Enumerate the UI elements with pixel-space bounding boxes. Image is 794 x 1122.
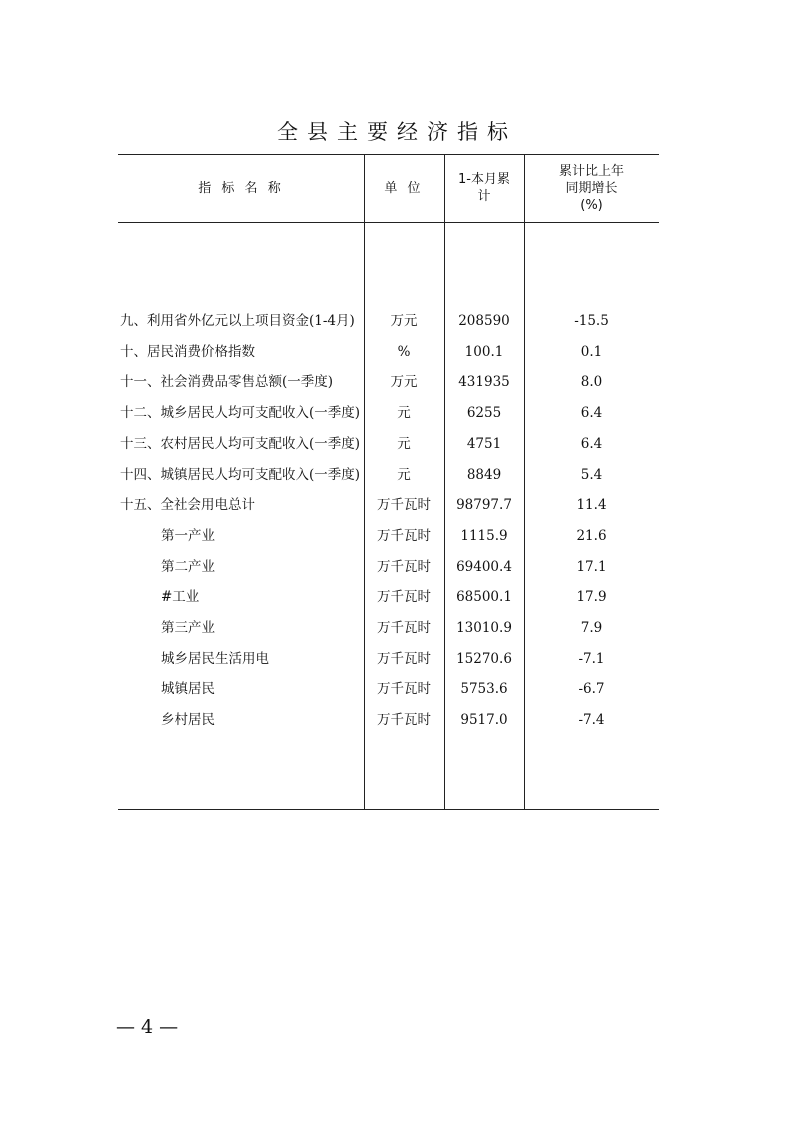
growth-rate: 6.4 <box>580 435 603 452</box>
table-row <box>118 552 659 582</box>
header-growth-line3: (%) <box>580 197 603 213</box>
header-indicator-name: 指 标 名 称 <box>198 180 284 196</box>
indicator-name: 九、利用省外亿元以上项目资金(1-4月) <box>120 313 355 329</box>
unit-cell: 万元 <box>390 374 418 391</box>
table-row <box>118 644 659 674</box>
cumulative-value: 1115.9 <box>460 527 508 544</box>
unit-cell: 元 <box>397 435 411 452</box>
indicator-name: 第一产业 <box>161 527 215 544</box>
indicator-table <box>118 154 659 810</box>
cumulative-value: 98797.7 <box>456 497 512 514</box>
growth-rate: 7.9 <box>580 620 603 636</box>
indicator-name: 十四、城镇居民人均可支配收入(一季度) <box>120 466 361 483</box>
page-number: — 4 — <box>116 1016 179 1038</box>
cumulative-value: 4751 <box>466 435 502 452</box>
unit-cell: 万千瓦时 <box>377 681 431 698</box>
indicator-name: #工业 <box>161 589 200 606</box>
growth-rate: 21.6 <box>576 527 607 544</box>
table-row <box>118 613 659 643</box>
cumulative-value: 431935 <box>458 374 510 391</box>
indicator-name: 城乡居民生活用电 <box>161 650 269 667</box>
growth-rate: -6.7 <box>578 681 605 698</box>
table-row <box>118 367 659 397</box>
indicator-name: 乡村居民 <box>161 712 215 729</box>
header-cumulative <box>444 154 524 222</box>
indicator-name: 城镇居民 <box>161 681 215 698</box>
indicator-name: 十二、城乡居民人均可支配收入(一季度) <box>120 405 361 422</box>
header-growth-line2: 同期增长 <box>565 180 618 196</box>
growth-rate: 11.4 <box>576 497 607 514</box>
unit-cell: 万千瓦时 <box>377 712 431 729</box>
cumulative-value: 100.1 <box>464 343 504 360</box>
unit-cell: 万千瓦时 <box>377 558 431 575</box>
unit-cell: 万千瓦时 <box>377 497 431 514</box>
growth-rate: 5.4 <box>580 466 603 483</box>
growth-rate: -7.4 <box>578 712 605 729</box>
unit-cell: 元 <box>397 466 411 483</box>
indicator-name: 十五、全社会用电总计 <box>120 497 255 514</box>
cumulative-value: 69400.4 <box>456 558 512 575</box>
indicator-name: 第三产业 <box>161 620 215 636</box>
growth-rate: 8.0 <box>580 374 603 391</box>
growth-rate: 6.4 <box>580 405 603 422</box>
table-row <box>118 521 659 551</box>
page-title: 全县主要经济指标 <box>277 120 517 144</box>
unit-cell: 万千瓦时 <box>377 650 431 667</box>
table-row <box>118 460 659 490</box>
table-row <box>118 674 659 704</box>
indicator-name: 第二产业 <box>161 558 215 575</box>
header-growth <box>524 154 659 222</box>
unit-cell: 元 <box>397 405 411 422</box>
indicator-name: 十三、农村居民人均可支配收入(一季度) <box>120 435 361 452</box>
table-row <box>118 490 659 520</box>
growth-rate: 17.1 <box>576 558 607 575</box>
header-unit: 单 位 <box>384 180 424 196</box>
growth-rate: 17.9 <box>576 589 607 606</box>
indicator-name: 十、居民消费价格指数 <box>120 343 255 360</box>
table-row <box>118 582 659 612</box>
unit-cell: 万千瓦时 <box>377 620 431 636</box>
cumulative-value: 15270.6 <box>456 650 512 667</box>
table-row <box>118 337 659 367</box>
header-growth-line1: 累计比上年 <box>558 163 624 179</box>
cumulative-value: 208590 <box>458 313 510 329</box>
table-row <box>118 705 659 735</box>
table-row <box>118 306 659 336</box>
growth-rate: 0.1 <box>580 343 603 360</box>
cumulative-value: 5753.6 <box>460 681 508 698</box>
cumulative-value: 9517.0 <box>460 712 508 729</box>
header-bottom-rule <box>118 222 659 223</box>
table-row <box>118 398 659 428</box>
unit-cell: 万元 <box>390 313 418 329</box>
cumulative-value: 13010.9 <box>456 620 512 636</box>
unit-cell: 万千瓦时 <box>377 527 431 544</box>
growth-rate: -7.1 <box>578 650 605 667</box>
indicator-name: 十一、社会消费品零售总额(一季度) <box>120 374 334 391</box>
unit-cell: 万千瓦时 <box>377 589 431 606</box>
cumulative-value: 6255 <box>466 405 502 422</box>
table-row <box>118 429 659 459</box>
header-cumulative-line1: 1-本月累 <box>458 172 510 187</box>
growth-rate: -15.5 <box>574 313 609 329</box>
unit-cell: % <box>397 343 411 360</box>
cumulative-value: 68500.1 <box>456 589 512 606</box>
cumulative-value: 8849 <box>466 466 502 483</box>
header-cumulative-line2: 计 <box>477 189 491 204</box>
table-bottom-rule <box>118 809 659 810</box>
